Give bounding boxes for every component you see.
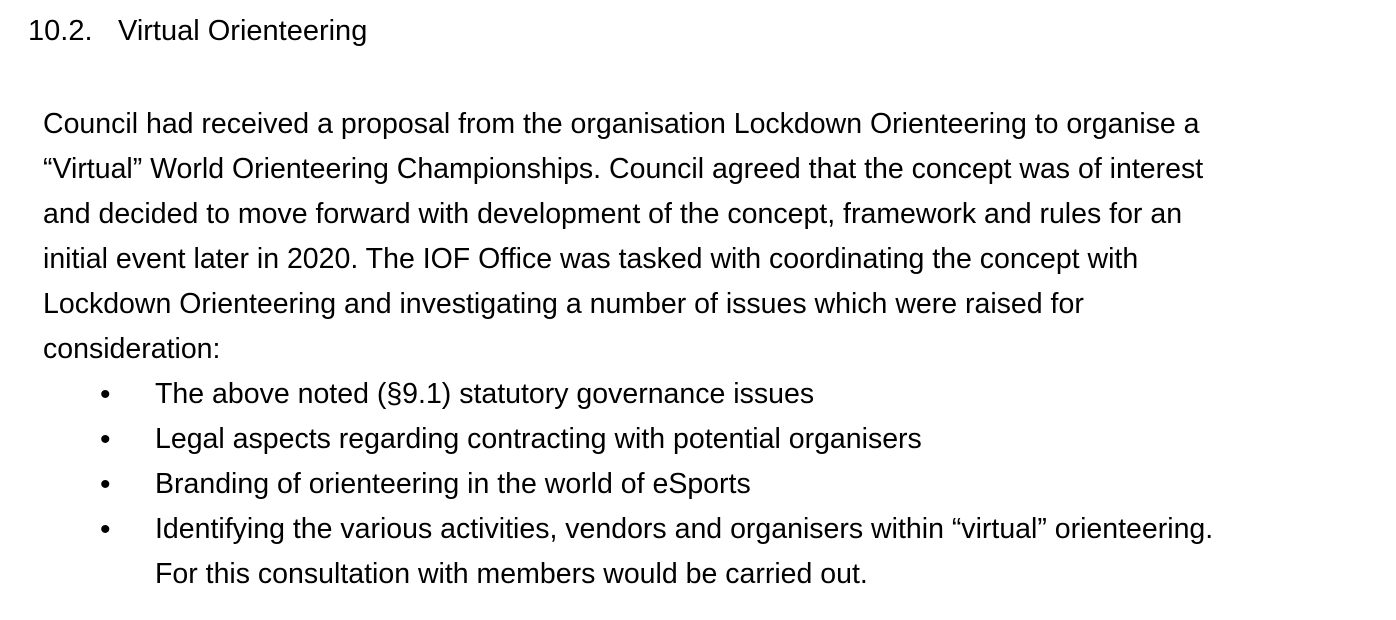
paragraph-line: and decided to move forward with development of the concept, framework and rules for an (43, 198, 1183, 230)
list-item (43, 507, 1396, 597)
bullet-icon: • (100, 423, 111, 456)
bullet-icon: • (100, 468, 111, 501)
list-item (43, 372, 1396, 417)
body-paragraph (43, 102, 1396, 372)
section-heading (28, 9, 1396, 54)
list-item (43, 462, 1396, 507)
section-number: 10.2. (28, 15, 93, 47)
bullet-text (155, 507, 1213, 597)
section-title: Virtual Orienteering (118, 15, 368, 47)
bullet-icon: • (100, 378, 111, 411)
paragraph-line: consideration: (43, 333, 221, 365)
paragraph-line: Lockdown Orienteering and investigating a number of issues which were raised for (43, 288, 1084, 320)
bullet-text-line: For this consultation with members would be carried out. (155, 558, 868, 590)
bullet-list (43, 372, 1396, 597)
bullet-text-line: Identifying the various activities, vendors and organisers within “virtual” orienteering. (155, 513, 1214, 545)
list-item (43, 417, 1396, 462)
paragraph-line: initial event later in 2020. The IOF Office was tasked with coordinating the concept with (43, 243, 1139, 275)
bullet-text: The above noted (§9.1) statutory governance issues (155, 378, 815, 410)
bullet-text: Legal aspects regarding contracting with potential organisers (155, 423, 922, 455)
paragraph-line: Council had received a proposal from the organisation Lockdown Orienteering to organise a (43, 108, 1200, 140)
bullet-text: Branding of orienteering in the world of eSports (155, 468, 751, 500)
paragraph-line: “Virtual” World Orienteering Championships. Council agreed that the concept was of interest (43, 153, 1204, 185)
bullet-icon: • (100, 513, 111, 546)
